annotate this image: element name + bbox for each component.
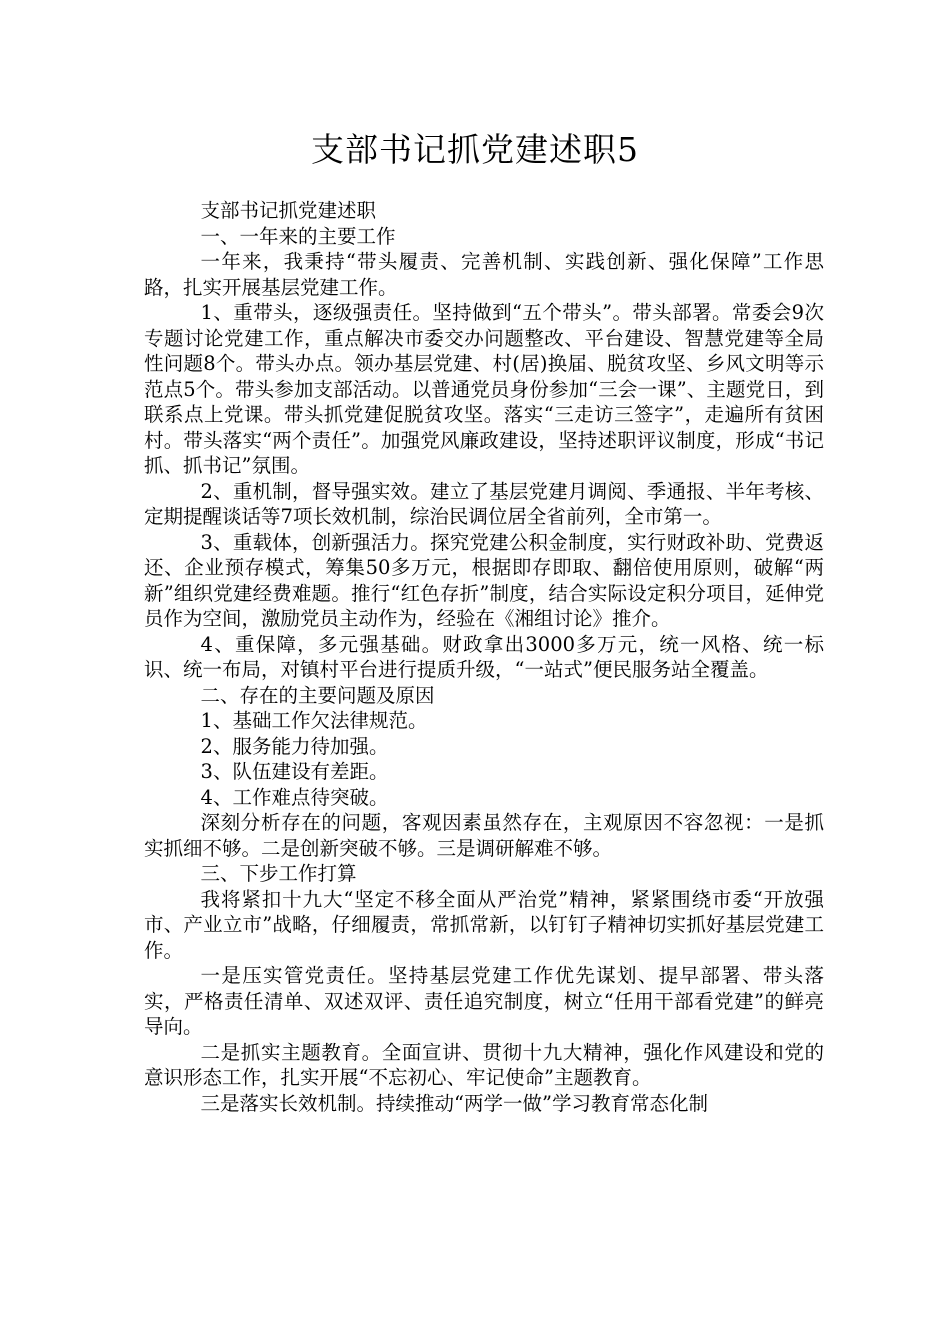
body-paragraph: 我将紧扣十九大“坚定不移全面从严治党”精神，紧紧围绕市委“开放强市、产业立市”战略，仔细履责，常抓常新，以钉钉子精神切实抓好基层党建工作。 [144,887,824,962]
body-paragraph: 1、重带头，逐级强责任。坚持做到“五个带头”。带头部署。常委会9次专题讨论党建工作，重点解决市委交办问题整改、平台建设、智慧党建等全局性问题8个。带头办点。领办基层党建、村(居)换届、脱贫攻坚、乡风文明等示范点5个。带头参加支部活动。以普通党员身份参加“三会一课”、主题党日，到联系点上党课。带头抓党建促脱贫攻坚。落实“三走访三签字”，走遍所有贫困村。带头落实“两个责任”。加强党风廉政建设，坚持述职评议制度，形成“书记抓、抓书记”氛围。 [144,301,824,477]
list-item: 4、工作难点待突破。 [200,785,389,809]
body-paragraph: 三是落实长效机制。持续推动“两学一做”学习教育常态化制 [200,1091,708,1115]
body-paragraph: 3、重载体，创新强活力。探究党建公积金制度，实行财政补助、党费返还、企业预存模式，筹集50多万元，根据即存即取、翻倍使用原则，破解“两新”组织党建经费难题。推行“红色存折”制度，结合实际设定积分项目，延伸党员作为空间，激励党员主动作为，经验在《湘组讨论》推介。 [144,530,824,630]
body-paragraph: 一是压实管党责任。坚持基层党建工作优先谋划、提早部署、带头落实，严格责任清单、双述双评、责任追究制度，树立“任用干部看党建”的鲜亮导向。 [144,964,824,1038]
list-item: 3、队伍建设有差距。 [200,760,389,783]
section-heading-1: 一、一年来的主要工作 [200,224,396,248]
body-paragraph: 4、重保障，多元强基础。财政拿出3000多万元，统一风格、统一标识、统一布局，对镇村平台进行提质升级，“一站式”便民服务站全覆盖。 [144,632,824,681]
section-heading-2: 二、存在的主要问题及原因 [200,683,435,707]
body-paragraph: 深刻分析存在的问题，客观因素虽然存在，主观原因不容忽视：一是抓实抓细不够。二是创新突破不够。三是调研解难不够。 [144,811,824,860]
document-title: 支部书记抓党建述职5 [311,130,639,169]
body-paragraph: 二是抓实主题教育。全面宣讲、贯彻十九大精神，强化作风建设和党的意识形态工作，扎实开展“不忘初心、牢记使命”主题教育。 [144,1040,824,1089]
section-heading-3: 三、下步工作打算 [200,862,357,885]
body-heading: 支部书记抓党建述职 [200,199,377,222]
list-item: 1、基础工作欠法律规范。 [200,709,428,732]
body-paragraph: 2、重机制，督导强实效。建立了基层党建月调阅、季通报、半年考核、定期提醒谈话等7项长效机制，综治民调位居全省前列，全市第一。 [144,479,824,528]
document-body [144,198,824,1116]
list-item: 2、服务能力待加强。 [200,734,389,758]
body-paragraph: 一年来，我秉持“带头履责、完善机制、实践创新、强化保障”工作思路，扎实开展基层党建工作。 [144,250,824,299]
